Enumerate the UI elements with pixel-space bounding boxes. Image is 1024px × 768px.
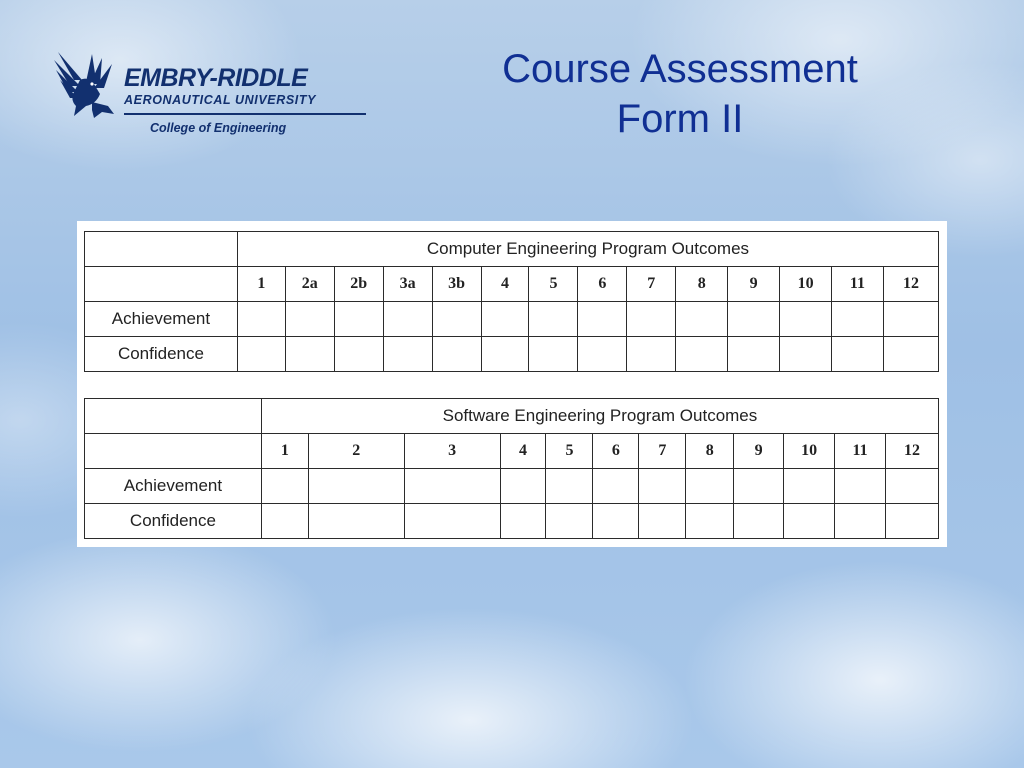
software-engineering-outcomes-table [84,398,939,539]
score-cell[interactable] [676,302,728,337]
score-cell[interactable] [481,302,529,337]
score-cell[interactable] [627,337,676,372]
outcome-number: 2a [285,267,334,302]
outcome-number: 10 [780,267,832,302]
university-logo [52,50,372,140]
outcome-number: 12 [883,267,938,302]
outcome-number: 7 [639,434,686,469]
outcome-number: 1 [261,434,308,469]
score-cell[interactable] [308,469,404,504]
slide-title-line-2: Form II [616,97,744,141]
score-cell[interactable] [383,337,432,372]
slide-title [440,44,920,144]
outcome-number-row [85,267,939,302]
outcome-number: 3b [432,267,481,302]
score-cell[interactable] [780,302,832,337]
table-header: Software Engineering Program Outcomes [261,399,938,434]
score-cell[interactable] [639,469,686,504]
score-cell[interactable] [734,469,784,504]
score-cell[interactable] [500,504,546,539]
outcome-number: 5 [529,267,578,302]
score-cell[interactable] [883,337,938,372]
outcome-number: 2b [334,267,383,302]
college-name: College of Engineering [150,121,287,135]
label-cell [85,434,262,469]
score-cell[interactable] [883,302,938,337]
label-cell [85,267,238,302]
logo-divider [124,113,366,115]
brand-name: EMBRY-RIDDLE [124,64,308,92]
outcome-number-row [85,434,939,469]
table-row [85,504,939,539]
outcome-number: 9 [734,434,784,469]
computer-engineering-outcomes-table [84,231,939,372]
assessment-form-panel [77,221,947,547]
outcome-number: 5 [546,434,593,469]
score-cell[interactable] [686,504,734,539]
outcome-number: 8 [686,434,734,469]
score-cell[interactable] [734,504,784,539]
score-cell[interactable] [334,337,383,372]
score-cell[interactable] [285,302,334,337]
outcome-number: 12 [886,434,939,469]
score-cell[interactable] [728,337,780,372]
slide-title-line-1: Course Assessment [502,47,858,91]
outcome-number: 6 [578,267,627,302]
corner-cell [85,399,262,434]
score-cell[interactable] [481,337,529,372]
score-cell[interactable] [261,469,308,504]
score-cell[interactable] [627,302,676,337]
eagle-icon [52,50,120,122]
score-cell[interactable] [404,469,500,504]
score-cell[interactable] [593,504,639,539]
score-cell[interactable] [780,337,832,372]
score-cell[interactable] [784,504,835,539]
outcome-number: 4 [500,434,546,469]
score-cell[interactable] [886,469,939,504]
table-row [85,302,939,337]
outcome-number: 6 [593,434,639,469]
outcome-number: 2 [308,434,404,469]
score-cell[interactable] [546,504,593,539]
outcome-number: 3 [404,434,500,469]
score-cell[interactable] [546,469,593,504]
outcome-number: 10 [784,434,835,469]
score-cell[interactable] [404,504,500,539]
outcome-number: 11 [832,267,884,302]
score-cell[interactable] [886,504,939,539]
score-cell[interactable] [835,469,886,504]
table-row [85,337,939,372]
outcome-number: 11 [835,434,886,469]
row-label-confidence: Confidence [85,337,238,372]
score-cell[interactable] [261,504,308,539]
corner-cell [85,232,238,267]
score-cell[interactable] [334,302,383,337]
outcome-number: 7 [627,267,676,302]
score-cell[interactable] [639,504,686,539]
score-cell[interactable] [237,337,285,372]
score-cell[interactable] [593,469,639,504]
outcome-number: 8 [676,267,728,302]
score-cell[interactable] [578,302,627,337]
row-label-achievement: Achievement [85,469,262,504]
score-cell[interactable] [686,469,734,504]
score-cell[interactable] [432,337,481,372]
table-row [85,469,939,504]
score-cell[interactable] [832,302,884,337]
score-cell[interactable] [578,337,627,372]
table-header-row [85,399,939,434]
score-cell[interactable] [383,302,432,337]
row-label-achievement: Achievement [85,302,238,337]
score-cell[interactable] [835,504,886,539]
table-header-row [85,232,939,267]
outcome-number: 1 [237,267,285,302]
score-cell[interactable] [728,302,780,337]
score-cell[interactable] [832,337,884,372]
table-header: Computer Engineering Program Outcomes [237,232,938,267]
outcome-number: 4 [481,267,529,302]
score-cell[interactable] [500,469,546,504]
university-subtitle: AERONAUTICAL UNIVERSITY [124,93,317,107]
outcome-number: 3a [383,267,432,302]
outcome-number: 9 [728,267,780,302]
score-cell[interactable] [432,302,481,337]
score-cell[interactable] [529,337,578,372]
row-label-confidence: Confidence [85,504,262,539]
score-cell[interactable] [285,337,334,372]
score-cell[interactable] [784,469,835,504]
score-cell[interactable] [308,504,404,539]
score-cell[interactable] [529,302,578,337]
score-cell[interactable] [676,337,728,372]
score-cell[interactable] [237,302,285,337]
